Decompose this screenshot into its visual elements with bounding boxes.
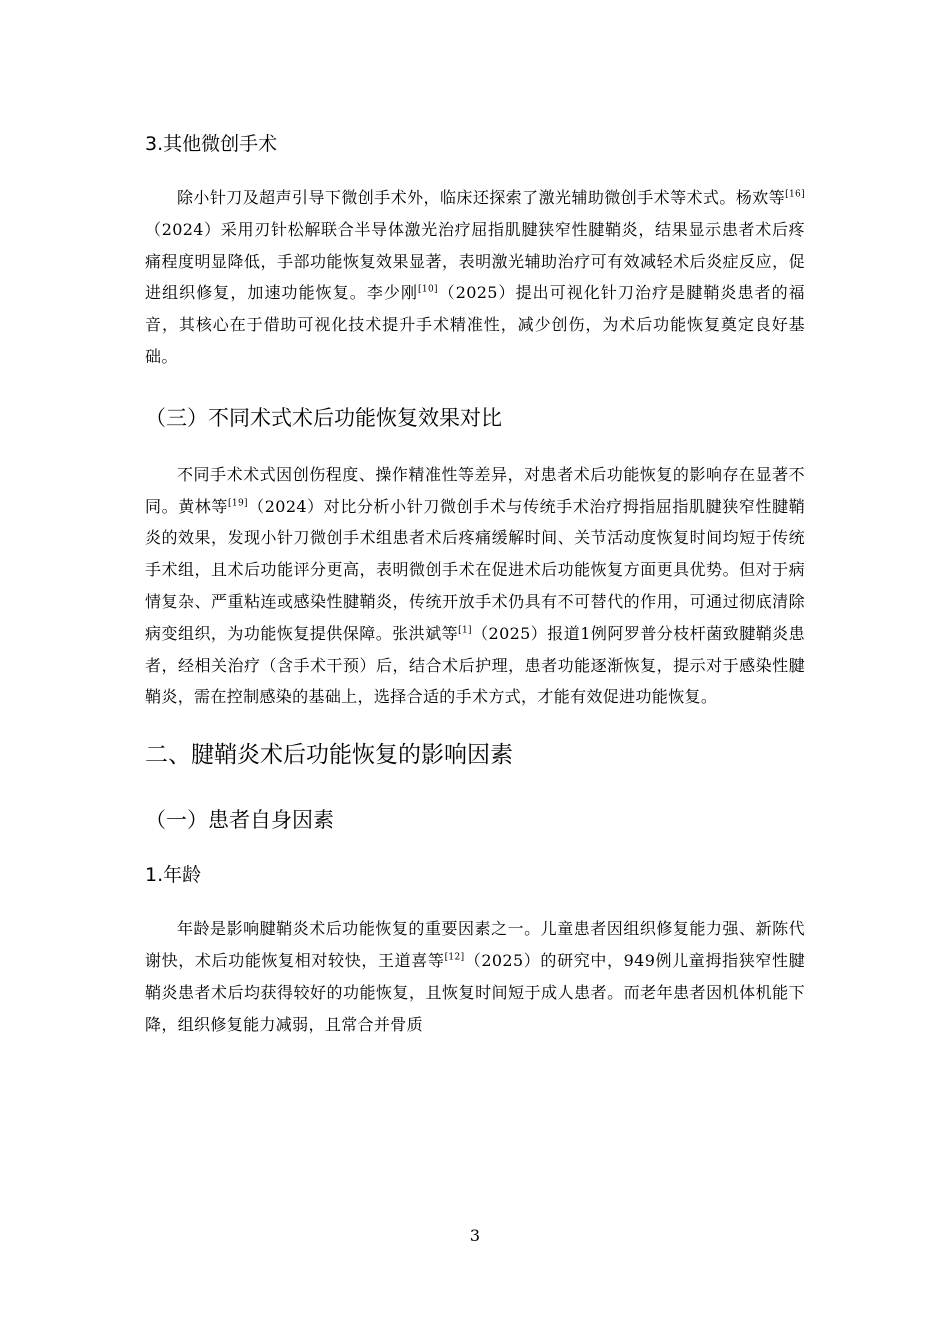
- citation-19: [19]: [228, 498, 248, 509]
- chapter-heading-influencing-factors: 二、腱鞘炎术后功能恢复的影响因素: [145, 742, 513, 769]
- section-heading-other-minimally-invasive: 3.其他微创手术: [145, 133, 278, 155]
- text-run: （2025）的研究中，949例儿童拇指狭窄性腱鞘炎患者术后均获得较好的功能恢复，且恢复时间短于成人患者。而老年患者因机体机能下降，组织修复能力减弱，且常合并骨质: [145, 950, 805, 1034]
- citation-16: [16]: [785, 189, 805, 200]
- paragraph-age: [145, 913, 805, 1040]
- page-number: 3: [469, 1226, 481, 1245]
- text-run: （2024）采用刃针松解联合半导体激光治疗屈指肌腱狭窄性腱鞘炎，结果显示患者术后疼痛程度明显降低，手部功能恢复效果显著，表明激光辅助治疗可有效减轻术后炎症反应，促进组织修复，加速功能恢复。李少刚: [145, 219, 805, 303]
- paragraph-comparison: [145, 459, 805, 713]
- text-run: 年龄是影响腱鞘炎术后功能恢复的重要因素之一。儿童患者因组织修复能力强、新陈代谢快，术后功能恢复相对较快，王道喜等: [145, 919, 805, 970]
- citation-1: [1]: [458, 625, 472, 636]
- citation-12: [12]: [444, 952, 465, 963]
- text-run: 不同手术术式因创伤程度、操作精准性等差异，对患者术后功能恢复的影响存在显著不同。黄林等: [145, 464, 805, 516]
- citation-10: [10]: [418, 285, 438, 296]
- text-run: （2024）对比分析小针刀微创手术与传统手术治疗拇指屈指肌腱狭窄性腱鞘炎的效果，发现小针刀微创手术组患者术后疼痛缓解时间、关节活动度恢复时间均短于传统手术组，且术后功能评分更高，表明微创手术在促进术后功能恢复方面更具优势。但对于病情复杂、严重粘连或感染性腱鞘炎，传统开放手术仍具有不可替代的作用，可通过彻底清除病变组织，为功能恢复提供保障。张洪斌等: [145, 496, 805, 643]
- text-run: （2025）提出可视化针刀治疗是腱鞘炎患者的福音，其核心在于借助可视化技术提升手术精准性，减少创伤，为术后功能恢复奠定良好基础。: [145, 283, 805, 366]
- section-heading-age: 1.年龄: [145, 864, 202, 887]
- paragraph-other-minimally-invasive: [145, 182, 805, 373]
- text-run: 除小针刀及超声引导下微创手术外，临床还探索了激光辅助微创手术等术式。杨欢等: [177, 188, 786, 207]
- section-heading-comparison: （三）不同术式术后功能恢复效果对比: [145, 405, 502, 430]
- page-content: [145, 112, 805, 1040]
- section-heading-patient-factors: （一）患者自身因素: [145, 808, 334, 833]
- text-run: （2025）报道1例阿罗普分枝杆菌致腱鞘炎患者，经相关治疗（含手术干预）后，结合术后护理，患者功能逐渐恢复，提示对于感染性腱鞘炎，需在控制感染的基础上，选择合适的手术方式，才能有效促进功能恢复。: [145, 623, 805, 707]
